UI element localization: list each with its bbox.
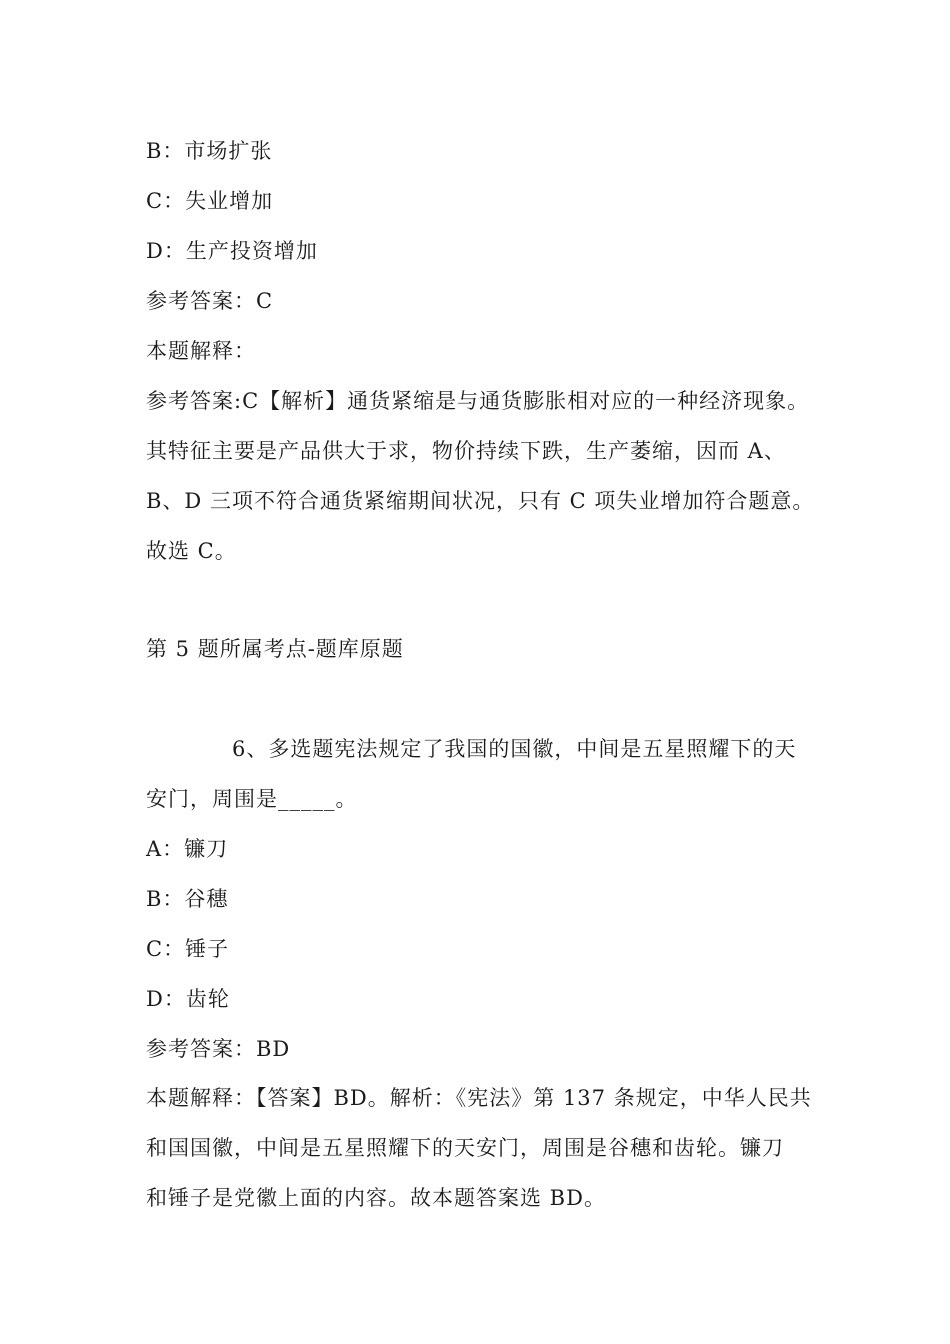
q6-explanation-line: 和国国徽，中间是五星照耀下的天安门，周围是谷穗和齿轮。镰刀 (146, 1136, 784, 1160)
q5-explanation-line: 其特征主要是产品供大于求，物价持续下跌，生产萎缩，因而 A、 (146, 439, 786, 463)
q5-explanation-line: B、D 三项不符合通货紧缩期间状况，只有 C 项失业增加符合题意。 (146, 489, 815, 513)
q6-option-a: A：镰刀 (146, 837, 229, 861)
q5-explanation-heading: 本题解释： (146, 339, 256, 363)
q5-explanation-line: 参考答案:C【解析】通货紧缩是与通货膨胀相对应的一种经济现象。 (146, 389, 810, 413)
q6-option-c: C：锤子 (146, 937, 230, 961)
q5-option-b: B：市场扩张 (146, 139, 273, 163)
q5-option-d: D：生产投资增加 (146, 239, 318, 263)
q5-option-c: C：失业增加 (146, 189, 274, 213)
q6-question-line: 安门，周围是_____。 (146, 787, 358, 811)
q6-answer: 参考答案：BD (146, 1037, 291, 1061)
q6-option-b: B：谷穗 (146, 887, 229, 911)
q5-explanation-line: 故选 C。 (146, 539, 237, 563)
q6-option-d: D：齿轮 (146, 987, 230, 1011)
q6-explanation-line: 和锤子是党徽上面的内容。故本题答案选 BD。 (146, 1186, 606, 1210)
q5-topic: 第 5 题所属考点-题库原题 (146, 637, 404, 661)
q5-answer: 参考答案：C (146, 289, 274, 313)
q6-explanation-line: 本题解释：【答案】BD。解析：《宪法》第 137 条规定，中华人民共 (146, 1086, 812, 1110)
q6-question-line: 6、多选题宪法规定了我国的国徽，中间是五星照耀下的天 (232, 737, 797, 761)
